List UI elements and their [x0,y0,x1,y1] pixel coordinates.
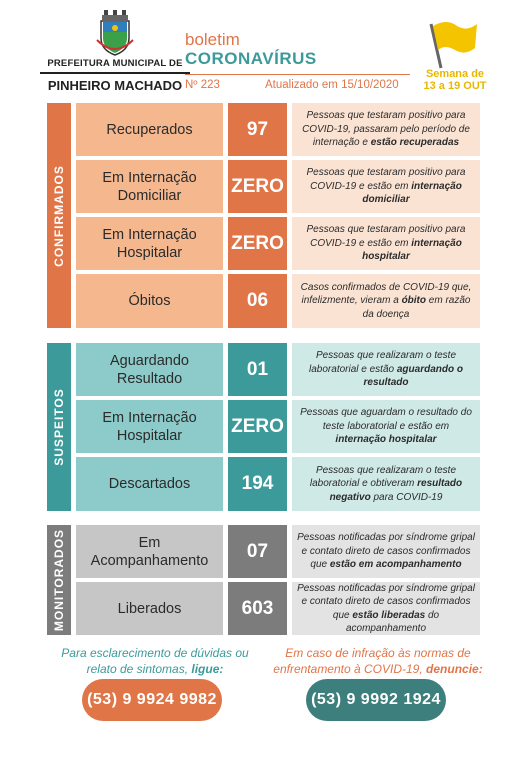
city-name: PINHEIRO MACHADO [47,78,183,93]
row-value: ZERO [228,400,287,453]
week-label-line1: Semana de [425,68,485,80]
row-label: Em Internação Domiciliar [76,160,223,213]
footer-left-note: Para esclarecimento de dúvidas ou relato de sintomas, ligue: [61,646,249,676]
row-label: Aguardando Resultado [76,343,223,396]
row-label: Em Acompanhamento [76,525,223,578]
section-confirmados-label: CONFIRMADOS [47,103,71,328]
prefeitura-label: PREFEITURA MUNICIPAL DE [47,58,183,69]
updated-date: Atualizado em 15/10/2020 [265,79,399,91]
section-suspeitos-label: SUSPEITOS [47,343,71,511]
row-value: 97 [228,103,287,156]
row-label: Em Internação Hospitalar [76,217,223,270]
row-label: Óbitos [76,274,223,328]
footer-right-note: Em caso de infração às normas de enfrentamento à COVID-19, denuncie: [273,646,483,676]
week-label [415,68,495,92]
row-value: 06 [228,274,287,328]
row-description: Pessoas que testaram positivo para COVID-19 e estão em internação domiciliar [292,160,480,213]
row-label: Liberados [76,582,223,635]
row-value: 01 [228,343,287,396]
row-description: Pessoas notificadas por síndrome gripal e contato direto de casos confirmados que estão em acompanhamento [292,525,480,578]
row-description: Pessoas que testaram positivo para COVID-19, passaram pelo período de internação e estão recuperadas [292,103,480,156]
row-label: Descartados [76,457,223,511]
row-value: 194 [228,457,287,511]
row-description: Pessoas notificadas por síndrome gripal e contato direto de casos confirmados que estão liberadas do acompanhamento [292,582,480,635]
row-value: 07 [228,525,287,578]
title-divider [185,74,410,75]
row-value: ZERO [228,217,287,270]
header-divider [40,72,190,74]
row-label: Em Internação Hospitalar [76,400,223,453]
bulletin-number: Nº 223 [185,79,220,91]
phone-denuncie-button[interactable]: (53) 9 9992 1924 [306,679,446,721]
phone-ligue-button[interactable]: (53) 9 9924 9982 [82,679,222,721]
row-label: Recuperados [76,103,223,156]
row-description: Pessoas que aguardam o resultado do teste laboratorial e estão em internação hospitalar [292,400,480,453]
page-title: CORONAVÍRUS [185,49,317,68]
flag-icon [425,18,481,70]
row-description: Casos confirmados de COVID-19 que, infelizmente, vieram a óbito em razão da doença [292,274,480,328]
municipal-crest-logo [95,10,135,56]
row-value: 603 [228,582,287,635]
row-value: ZERO [228,160,287,213]
section-monitorados-label: MONITORADOS [47,525,71,635]
row-description: Pessoas que realizaram o teste laboratorial e obtiveram resultado negativo para COVID-19 [292,457,480,511]
row-description: Pessoas que realizaram o teste laboratorial e estão aguardando o resultado [292,343,480,396]
week-label-line2: 13 a 19 OUT [423,80,487,92]
row-description: Pessoas que testaram positivo para COVID-19 e estão em internação hospitalar [292,217,480,270]
boletim-label: boletim [185,30,240,49]
